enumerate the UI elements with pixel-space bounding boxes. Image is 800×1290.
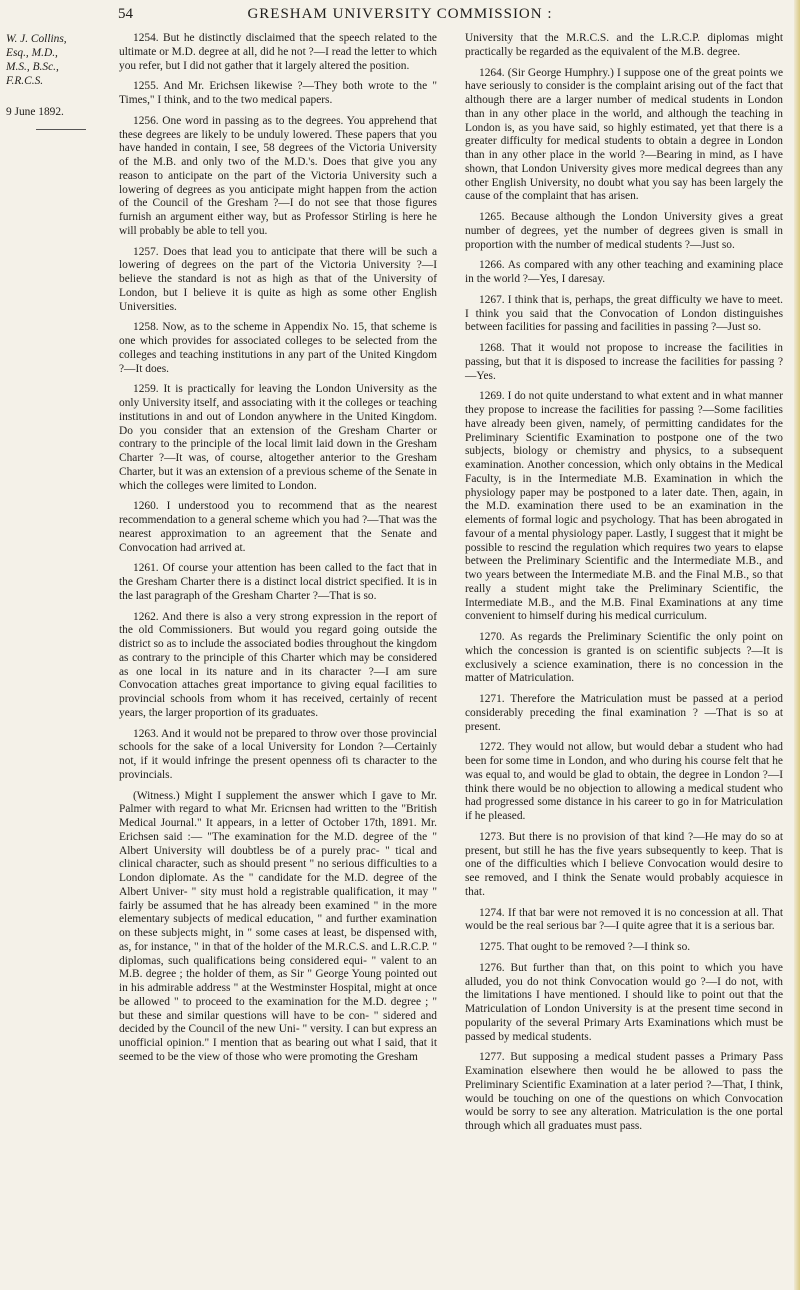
paragraph: 1258. Now, as to the scheme in Appendix No. 15, that scheme is one which provides for associated colleges to be selected from the colleges and teaching institutions in any part of the United Kingdom ?—It does. [119, 321, 437, 375]
paragraph: 1264. (Sir George Humphry.) I suppose one of the great points we have seriously to consider is the complaint arising out of the fact that although there are a larger number of medical students in London than in any other place in the world, and although the teaching in London is, as you have said, so highly estimated, yet that there is a greater difficulty for medical students to obtain a degree in London than in any other place in the world ?—Bearing in mind, as I have shown, that London University gives more medical degrees than any other English University, no doubt what you say has been largely the cause of the complaint that has arisen. [465, 66, 783, 203]
paragraph: 1260. I understood you to recommend that as the nearest recommendation to a general scheme which you had ?—That was the nearest approximation to an agreement that the Senate and Convocation had arrived at. [119, 500, 437, 554]
paragraph: 1268. That it would not propose to increase the facilities in passing, but that it is disposed to increase the facilities for passing ?—Yes. [465, 342, 783, 382]
paragraph: 1275. That ought to be removed ?—I think so. [479, 941, 691, 953]
paragraph: 1262. And there is also a very strong expression in the report of the old Commissioners. But would you regard going outside the district so as to include the associated bodies throughout the kingdom as contrary to the principle of this Charter which may be considered as one local in its nature and in its character ?—I am sure Convocation attaches great importance to giving equal facilities to provincial schools from whom it has received, certainly of recent years, the larger proportion of its graduates. [119, 610, 437, 719]
paragraph: 1266. As compared with any other teaching and examining place in the world ?—Yes, I daresay. [465, 259, 783, 285]
paragraph: 1254. But he distinctly disclaimed that the speech related to the ultimate or M.D. degree at all, did he not ?—I read the letter to which you refer, but I did not gather that it largely altered the position. [119, 32, 437, 72]
page-header [0, 6, 800, 28]
paragraph: 1265. Because although the London University gives a great number of degrees, yet the number of degrees given is small in proportion with the number of medical students ?—Just so. [465, 211, 783, 251]
text-column-left [119, 32, 437, 1072]
paragraph: (Witness.) Might I supplement the answer which I gave to Mr. Palmer with regard to what Mr. Ericnsen had written to the "British Medical Journal." It appears, in a letter of October 17th, 1891. Mr. Erichsen said :— "The examination for the M.D. degree of the " Albert University will doubtless be of a purely prac- " tical and clinical character, such as should present " no serious difficulties to a London diplomate. As the " candidate for the M.D. degree of the Albert Univer- " sity must hold a registrable qualification, it may " fairly be assumed that he has already been examined " in the more elementary subjects of medical education, " and further examination on these subjects might, in " some cases at least, be dispensed with, as, for instance, " in that of the holder of the M.R.C.S. and L.R.C.P. " diplomas, such qualifications being considered equi- " valent to an M.B. degree ; the holder of them, as Sir " George Young pointed out in his admirable address " at the Westminster Hospital, might at once be allowed " to proceed to the examination for the M.D. degree ; " but these and similar questions will have to be con- " sidered and decided by the Council of the new Uni- " versity. I can but express an unofficial opinion." I mention that as bearing out what I said, that it seemed to be the view of those who were promoting the Gresham [119, 789, 437, 1063]
session-date: 9 June 1892. [6, 106, 64, 119]
running-title: GRESHAM UNIVERSITY COMMISSION : [247, 6, 553, 22]
paragraph: 1271. Therefore the Matriculation must be passed at a period considerably preceding the final examination ? —That is so at present. [465, 693, 783, 733]
paragraph: 1274. If that bar were not removed it is no concession at all. That would be the real serious bar ?—I quite agree that it is a serious bar. [465, 906, 783, 933]
witness-name-line: M.S., B.Sc., [6, 61, 59, 74]
paragraph: 1272. They would not allow, but would debar a student who had been for some time in London, and who during his course felt that he was equal to, and would be glad to obtain, the degree in London ?—I think there would be no objection to allowing a medical student who had progressed some distance in his career to go in for Matriculation if he pleased. [465, 741, 783, 822]
paragraph: 1277. But supposing a medical student passes a Primary Pass Examination elsewhere then would he be allowed to pass the Preliminary Scientific Examination at a later period ?—That, I think, would be touching on one of the questions on which Convocation would be sorry to see any alteration. Matriculation is the one portal through which all graduates must pass. [465, 1051, 783, 1132]
paragraph: University that the M.R.C.S. and the L.R.C.P. diplomas might practically be regarded as the equivalent of the M.B. degree. [465, 32, 783, 58]
paragraph: 1273. But there is no provision of that kind ?—He may do so at present, but still he has the five years subsequently to keep. That is one of the difficulties which I believe Convocation would desire to see removed, and I think the Senate would probably acquiesce in that. [465, 830, 783, 898]
page-edge [794, 0, 800, 1290]
witness-name-line: F.R.C.S. [6, 75, 44, 88]
paragraph: 1259. It is practically for leaving the London University as the only University itself, and associating with it the colleges or teaching institutions in and out of London anywhere in the United Kingdom. Do you consider that an extension of the Gresham Charter or contrary to the principle of the local limit laid down in the Gresham Charter ?—It was, of course, altogether anterior to the Gresham Charter, but it was an extension of a previous scheme of the Senate in which the colleges were limited to London. [119, 383, 437, 492]
page-number: 54 [118, 6, 133, 22]
witness-name-line: W. J. Collins, [6, 33, 67, 45]
margin-note [6, 32, 100, 130]
paragraph: 1267. I think that is, perhaps, the great difficulty we have to meet. I think you said that the Convocation of London distinguishes between facilities for passing and facilities in passing ?—Just so. [465, 293, 783, 334]
paragraph: 1263. And it would not be prepared to throw over those provincial schools for the sake of a local University for London ?—Certainly not, if it would infringe the present openness ofi ts character to the provincials. [119, 727, 437, 781]
paragraph: 1276. But further than that, on this point to which you have alluded, you do not think Convocation would go ?—I do not, with the limitations I have mentioned. I should like to point out that the Matriculation of London University is at the present time second in popularity of the several Primary Arts Examinations which must be passed by medical students. [465, 961, 783, 1043]
divider [36, 129, 86, 130]
paragraph: 1257. Does that lead you to anticipate that there will be such a lowering of degrees on the part of the Victoria University ?—I believe the standard is not as high as that of the University of London, but I believe it is quite as high as some other English Universities. [119, 245, 437, 313]
paragraph: 1256. One word in passing as to the degrees. You apprehend that these degrees are likely to be unduly lowered. These papers that you have handed in contain, I see, 58 degrees of the Victoria University of the M.B. and only two of the M.D.'s. Does that give you any reason to anticipate on the part of the Victoria University such a lowering of degrees as you anticipate might happen from the action of the Council of the Gresham ?—I do not see that those figures furnish an argument either way, but as Professor Stirling is here he will probably be able to tell you. [119, 114, 437, 237]
text-column-right [465, 32, 783, 1141]
paragraph: 1261. Of course your attention has been called to the fact that in the Gresham Charter there is a distinct local district specified. It is in the last paragraph of the Gresham Charter ?—That is so. [119, 562, 437, 602]
witness-name-line: Esq., M.D., [6, 47, 58, 60]
paragraph: 1269. I do not quite understand to what extent and in what manner they propose to increase the facilities for passing ?—Some facilities have already been given, namely, of permitting candidates for the Preliminary Scientific Examination to postpone one of the two subjects, biology or chemistry and physics, to a subsequent examination. Another concession, which only obtains in the Medical Faculty, is in the Intermediate M.B. Examination in which the physiology paper may be postponed to a later date. Then, again, in the M.D. examination there used to be an examination in the elements of formal logic and psychology. That has been abrogated in favour of a mental physiology paper. Lastly, I suggest that it might be possible to rescind the regulation which requires two years to elapse between the Preliminary Scientific and the Intermediate M.B., and two years between the Intermediate M.B. and the Final M.B., so that really a student might take the Preliminary Scientific, the Intermediate M.B., and the M.B. Final Examinations at any time convenient to himself during his medical curriculum. [465, 390, 783, 623]
paragraph: 1270. As regards the Preliminary Scientific the only point on which the concession is granted is on scientific subjects ?—It is exclusively a science examination, there is no concession in the matter of Matriculation. [465, 631, 783, 685]
paragraph: 1255. And Mr. Erichsen likewise ?—They both wrote to the " Times," I think, and to the two medical papers. [119, 80, 437, 106]
